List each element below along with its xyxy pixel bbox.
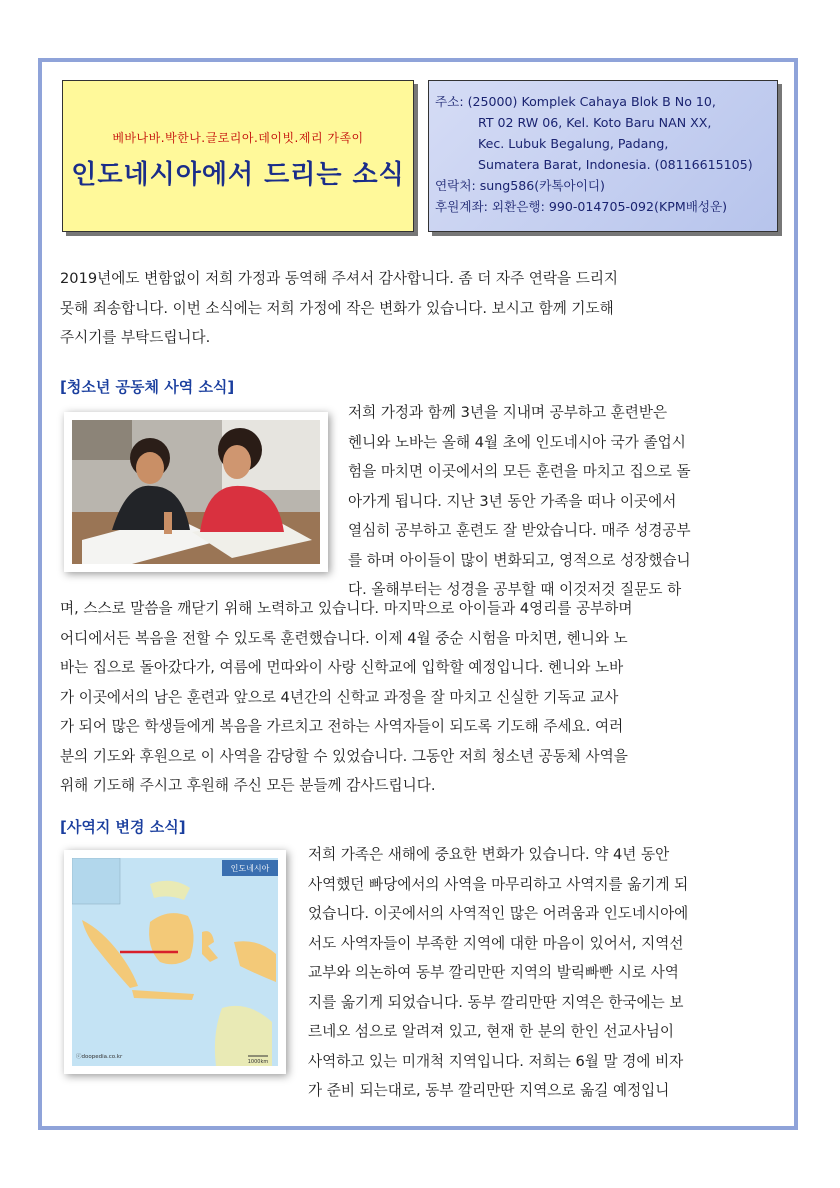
text-line: 저희 가정과 함께 3년을 지내며 공부하고 훈련받은 <box>348 404 668 421</box>
youth-wrap-text <box>348 398 780 605</box>
intro-line: 주시기를 부탁드립니다. <box>60 329 211 346</box>
section-heading-relocation: [사역지 변경 소식] <box>60 818 186 836</box>
text-line: 르네오 섬으로 알려져 있고, 현재 한 분의 한인 선교사님이 <box>308 1023 674 1040</box>
address-line-4: Sumatera Barat, Indonesia. (08116615105) <box>478 157 753 172</box>
text-line: 분의 기도와 후원으로 이 사역을 감당할 수 있었습니다. 그동안 저희 청소년 공동체 사역을 <box>60 747 628 765</box>
text-line: 저희 가족은 새해에 중요한 변화가 있습니다. 약 4년 동안 <box>308 846 670 863</box>
text-line: 었습니다. 이곳에서의 사역적인 많은 어려움과 인도네시아에 <box>308 905 689 922</box>
text-line: 며, 스스로 말씀을 깨닫기 위해 노력하고 있습니다. 마지막으로 아이들과 4영리를 공부하며 <box>60 600 633 617</box>
text-line: 를 하며 아이들이 많이 변화되고, 영적으로 성장했습니 <box>348 551 691 569</box>
newsletter-title: 인도네시아에서 드리는 소식 <box>71 160 405 190</box>
text-line: 가 되어 많은 학생들에게 복음을 가르치고 전하는 사역자들이 되도록 기도해 주세요. 여러 <box>60 718 624 735</box>
text-line: 사역했던 빠당에서의 사역을 마무리하고 사역지를 옮기게 되 <box>308 875 689 893</box>
relocation-wrap-text <box>308 840 780 1106</box>
text-line: 바는 집으로 돌아갔다가, 여름에 먼따와이 사랑 신학교에 입학할 예정입니다. 헨니와 노바 <box>60 659 624 676</box>
text-line: 교부와 의논하여 동부 깔리만딴 지역의 발릭빠빤 시로 사역 <box>308 964 679 981</box>
section-heading-youth: [청소년 공동체 사역 소식] <box>60 378 235 396</box>
map-credit: ⓒdoopedia.co.kr <box>76 1054 123 1060</box>
text-line: 위해 기도해 주시고 후원해 주신 모든 분들께 감사드립니다. <box>60 777 436 794</box>
text-line: 험을 마치면 이곳에서의 모든 훈련을 마치고 집으로 돌 <box>348 463 691 480</box>
text-line: 사역하고 있는 미개척 지역입니다. 저희는 6월 말 경에 비자 <box>308 1052 684 1070</box>
text-line: 헨니와 노바는 올해 4월 초에 인도네시아 국가 졸업시 <box>348 433 686 451</box>
indonesia-map <box>64 850 286 1074</box>
map-label: 인도네시아 <box>230 864 270 873</box>
text-line: 서도 사역자들이 부족한 지역에 대한 마음이 있어서, 지역선 <box>308 934 684 952</box>
map-scale: 1000km <box>247 1059 269 1065</box>
map-illustration <box>72 858 278 1066</box>
text-line: 열심히 공부하고 훈련도 잘 받았습니다. 매주 성경공부 <box>348 522 691 539</box>
title-box <box>62 80 414 232</box>
address-line-2: RT 02 RW 06, Kel. Koto Baru NAN XX, <box>478 115 712 130</box>
address-line-3: Kec. Lubuk Begalung, Padang, <box>478 136 669 151</box>
family-names: 베바나바.박한나.글로리아.데이빗.제리 가족이 <box>112 131 364 145</box>
text-line: 가 준비 되는대로, 동부 깔리만딴 지역으로 옮길 예정입니 <box>308 1082 670 1099</box>
address-line-1: 주소: (25000) Komplek Cahaya Blok B No 10, <box>435 94 716 109</box>
account-line: 후원계좌: 외환은행: 990-014705-092(KPM배성운) <box>435 199 728 214</box>
youth-full-text <box>60 594 780 801</box>
intro-line: 못해 죄송합니다. 이번 소식에는 저희 가정에 작은 변화가 있습니다. 보시고 함께 기도해 <box>60 299 614 317</box>
intro-line: 2019년에도 변함없이 저희 가정과 동역해 주셔서 감사합니다. 좀 더 자주 연락을 드리지 <box>60 270 619 287</box>
text-line: 아가게 됩니다. 지난 3년 동안 가족을 떠나 이곳에서 <box>348 492 677 510</box>
text-line: 가 이곳에서의 남은 훈련과 앞으로 4년간의 신학교 과정을 잘 마치고 신실한 기독교 교사 <box>60 688 619 706</box>
text-line: 어디에서든 복음을 전할 수 있도록 훈련했습니다. 이제 4월 중순 시험을 마치면, 헨니와 노 <box>60 629 628 647</box>
intro-paragraph <box>60 264 780 353</box>
address-box <box>428 80 778 232</box>
text-line: 지를 옮기게 되었습니다. 동부 깔리만딴 지역은 한국에는 보 <box>308 993 684 1011</box>
photo-illustration <box>72 420 320 564</box>
text-line: 다. 올해부터는 성경을 공부할 때 이것저것 질문도 하 <box>348 581 682 598</box>
photo-students-studying <box>64 412 328 572</box>
contact-line: 연락처: sung586(카톡아이디) <box>435 178 605 193</box>
